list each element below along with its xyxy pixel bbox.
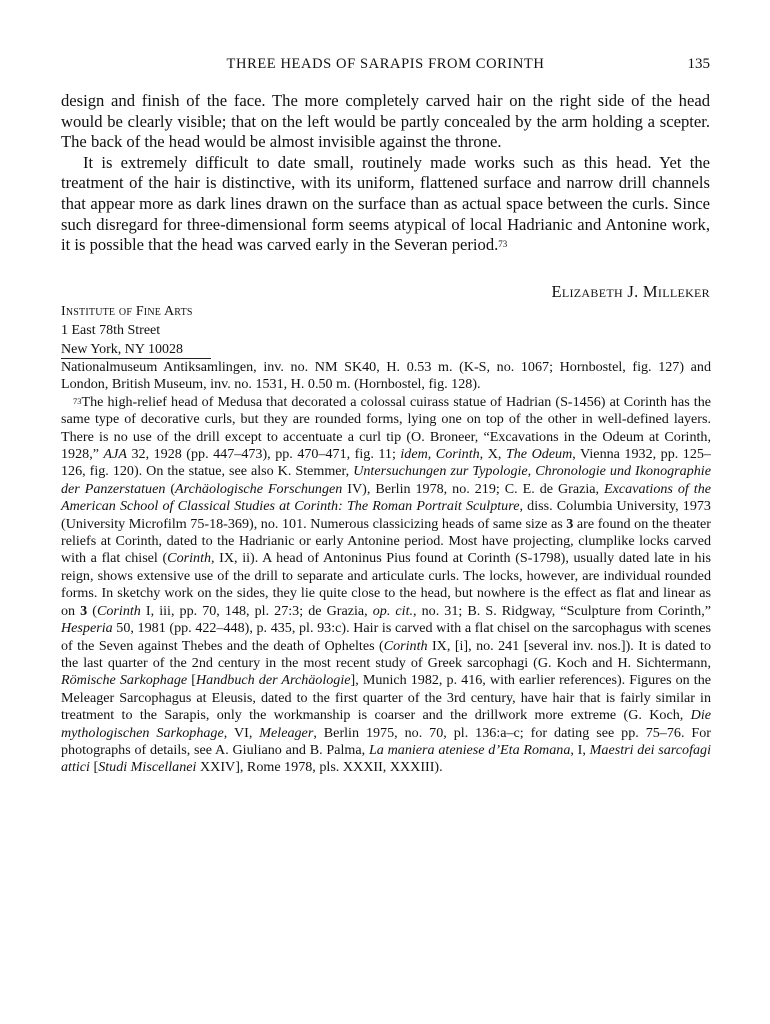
note-italic: Corinth (167, 550, 212, 567)
footnotes (61, 359, 711, 777)
note-italic: Corinth (383, 637, 428, 654)
note-bold: 3 (566, 515, 574, 532)
affiliation-street: 1 East 78th Street (61, 323, 161, 338)
note-text: , Berlin 1975, no. 70, pl. 136:a–c; for dating see pp. 75–76. For photographs of details, see A. Giuliano and B. Palma, (61, 724, 711, 758)
note-text: IX, [i], no. 241 [several inv. nos.]). It is dated to the last quarter of the 2nd century in the most recent study of Greek sarcophagi (G. Koch and H. Sichtermann, (61, 637, 711, 671)
note-text: [ (89, 759, 99, 776)
note-text: , Vienna 1932, pp. 125–126, fig. 120). On the statue, see also K. Stemmer, (61, 446, 711, 480)
note-italic: Corinth (96, 602, 141, 619)
note-text: The high-relief head of Medusa that decorated a colossal cuirass statue of Hadrian (S-1456) at Corinth has the same type of decorative curls, but they are rounded forms, lying one on top of the other in well-defined layers. There is no use of the drill except to accentuate a curl tip (O. Broneer, “Excavations in the Odeum at Corinth, 1928,” (61, 393, 711, 463)
note-italic: Römische Sarkophage (61, 672, 188, 689)
footnote-continued: Nationalmuseum Antiksamlingen, inv. no. NM SK40, H. 0.53 m. (K-S, no. 1067; Hornbostel, fig. 127) and London, British Museum, inv. no. 1531, H. 0.50 m. (Hornbostel, fig. 128). (61, 359, 711, 393)
note-text: 50, 1981 (pp. 422–448), p. 435, pl. 93:c). Hair is carved with a flat chisel on the sarcophagus with scenes of the Seven against Thebes and the death of Opheltes ( (61, 620, 711, 654)
note-text: , diss. Columbia University, 1973 (University Microfilm 75-18-369), no. 101. Numerous classicizing heads of same size as (61, 498, 711, 532)
note-text: ( (87, 602, 97, 619)
note-text: 32, 1928 (pp. 447–473), pp. 470–471, fig. 11; (126, 446, 401, 463)
note-text: , VI, (223, 724, 260, 741)
note-italic: Meleager (259, 724, 314, 741)
note-italic: Archäologische Forschungen (175, 480, 343, 497)
body-text (61, 91, 710, 256)
paragraph-text: It is extremely difficult to date small, routinely made works such as this head. Yet the treatment of the hair is distinctive, with its uniform, flattened surface and narrow drill channels that appear more as dark lines drawn on the surface than as actual space between the curls. Since such disregard for three-dimensional form seems atypical of local Hadrianic and Antonine work, it is possible that the head was carved early in the Severan period. (61, 152, 710, 255)
note-italic: Handbuch der Archäologie (195, 672, 351, 689)
note-text: , no. 31; B. S. Ridgway, “Sculpture from Corinth,” (413, 602, 711, 619)
note-italic: La maniera ateniese d’Eta Romana (368, 741, 571, 758)
note-italic: idem, Corinth (400, 446, 480, 463)
note-italic: Maestri dei sarcofagi attici (61, 741, 711, 776)
page-number: 135 (687, 56, 710, 72)
note-italic: Excavations of the American School of Classical Studies at Corinth: The Roman Portrait Sculpture (61, 480, 712, 515)
note-text: are found on the theater reliefs at Corinth, dated to the Hadrianic or early Antonine period. Most have projecting, clumplike locks carved with a flat chisel ( (61, 515, 711, 567)
note-text: [ (187, 672, 196, 689)
note-italic: The Odeum (505, 446, 573, 463)
note-text: , X, (479, 446, 506, 463)
paragraph: design and finish of the face. The more completely carved hair on the right side of the head would be clearly visible; that on the left would be partly concealed by the arm holding a scepter. The back of the head would be almost invisible against the throne. (61, 91, 710, 152)
note-text: I, iii, pp. 70, 148, pl. 27:3; de Grazia, (140, 602, 373, 619)
note-italic: Untersuchungen zur Typologie, Chronologie und Ikonographie der Panzerstatuen (61, 463, 711, 497)
footnote-number: 73 (73, 395, 82, 406)
running-head-title: THREE HEADS OF SARAPIS FROM CORINTH (226, 56, 545, 72)
note-bold: 3 (80, 602, 88, 619)
note-italic: Studi Miscellanei (98, 759, 197, 776)
affiliation-institution: Institute of Fine Arts (61, 304, 193, 319)
running-header (61, 56, 710, 76)
note-text: XXIV], Rome 1978, pls. XXXII, XXXIII). (196, 759, 443, 776)
author-signature: Elizabeth J. Milleker (551, 282, 710, 301)
affiliation-city: New York, NY 10028 (61, 342, 183, 357)
author-affiliation (61, 302, 193, 359)
note-text: , IX, ii). A head of Antoninus Pius found at Corinth (S-1798), usually dated late in his reign, shows extensive use of the drill to separate and articulate curls. The locks, however, are individual rounded forms. In sketchy work on the sides, they lie quite close to the head, but nowhere is the effect as flat and linear as on (61, 550, 711, 619)
note-text: IV), Berlin 1978, no. 219; C. E. de Grazia, (342, 480, 605, 497)
footnote-ref[interactable]: 73 (498, 239, 508, 250)
paragraph (61, 153, 710, 256)
note-italic: Die mythologischen Sarkophage (61, 707, 711, 741)
note-italic: op. cit. (372, 602, 414, 619)
note-italic: Hesperia (61, 620, 113, 637)
note-text: ], Munich 1982, p. 416, with earlier references). Figures on the Meleager Sarcophagus at Eleusis, dated to the first quarter of the 3rd century, have hair that is fairly similar in treatment to the Sarapis, only the workmanship is coarser and the drillwork more extreme (G. Koch, (61, 672, 712, 724)
note-text: , I, (570, 741, 590, 758)
note-italic: AJA (103, 446, 127, 463)
note-text: ( (165, 480, 176, 497)
footnote-73 (61, 394, 711, 777)
